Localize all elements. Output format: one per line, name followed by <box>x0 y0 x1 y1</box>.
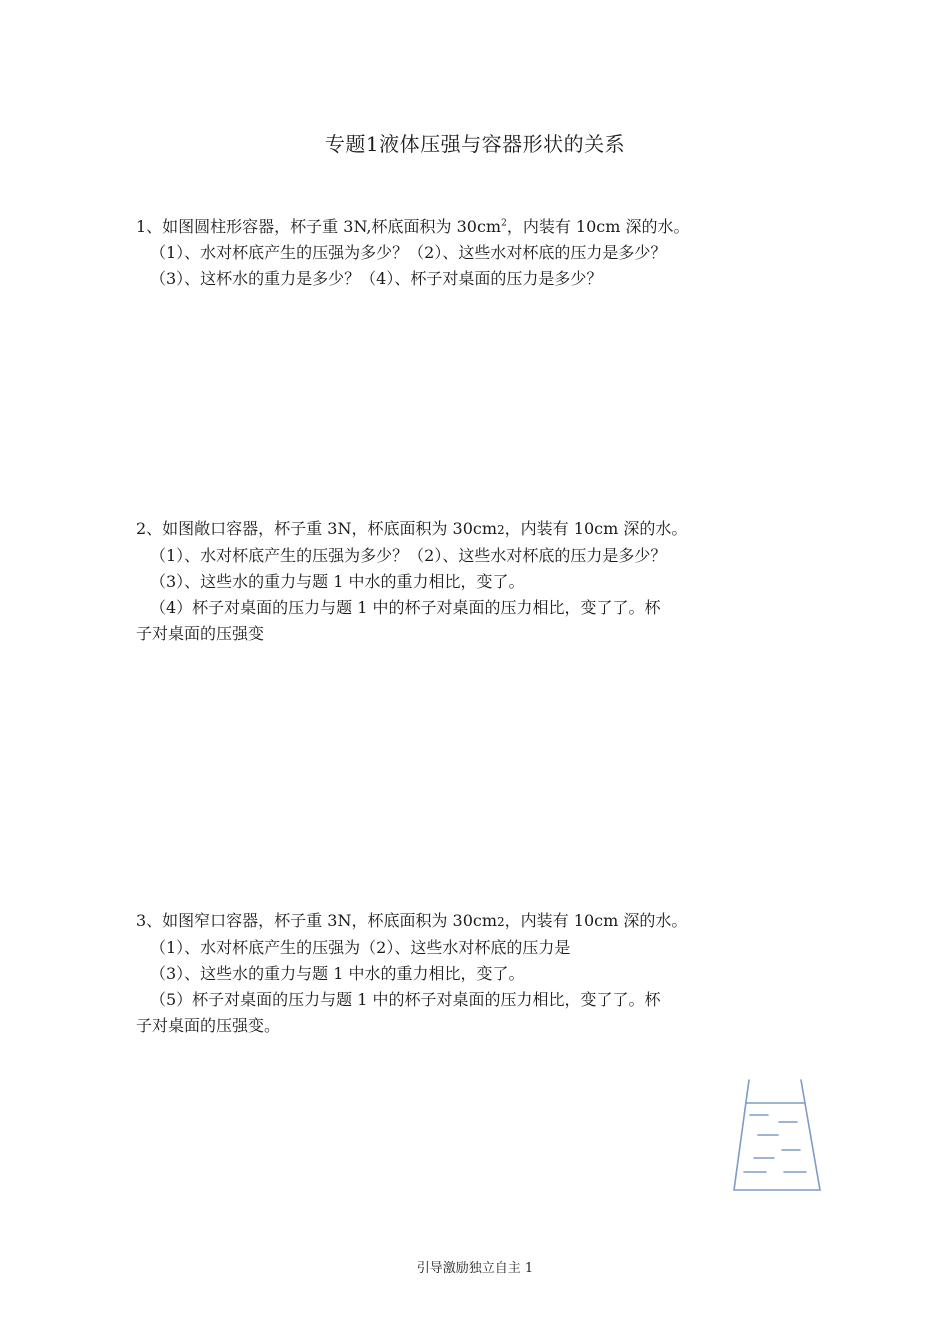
beaker-right-wall <box>801 1080 820 1190</box>
problem-3-question-line: （1）、水对杯底产生的压强为（2）、这些水对杯底的压力是 <box>150 938 571 957</box>
problem-3-question-line: 子对桌面的压强变。 <box>136 1016 281 1035</box>
problem-2-stem-text: 2、如图敞口容器，杯子重 3N，杯底面积为 30cm <box>136 519 498 538</box>
problem-1-question-line: （1）、水对杯底产生的压强为多少？（2）、这些水对杯底的压力是多少？ <box>150 243 667 262</box>
beaker-left-wall <box>734 1080 749 1190</box>
problem-1-stem-text: 1、如图圆柱形容器，杯子重 3N,杯底面积为 30cm <box>136 217 502 236</box>
problem-3-question-line: （3）、这些水的重力与题 1 中水的重力相比，变了。 <box>150 964 525 983</box>
squared-superscript: 2 <box>501 218 507 229</box>
problem-2-question-line: （4）杯子对桌面的压力与题 1 中的杯子对桌面的压力相比，变了了。杯 <box>150 598 661 617</box>
problem-2-stem <box>136 516 796 543</box>
problem-3 <box>136 908 796 1039</box>
problem-1-stem-tail: ，内装有 10cm 深的水。 <box>506 217 690 236</box>
problem-2-question-line: （3）、这些水的重力与题 1 中水的重力相比，变了。 <box>150 572 525 591</box>
problem-3-stem-tail: ，内装有 10cm 深的水。 <box>504 911 688 930</box>
page-footer: 引导激励独立自主 1 <box>416 1261 534 1276</box>
problem-1-stem <box>136 214 796 240</box>
open-beaker-diagram <box>730 1078 824 1194</box>
problem-1-question-line: （3）、这杯水的重力是多少？（4）、杯子对桌面的压力是多少？ <box>150 269 603 288</box>
problem-2 <box>136 516 796 647</box>
problem-3-stem-text: 3、如图窄口容器，杯子重 3N，杯底面积为 30cm <box>136 911 498 930</box>
squared-subscript: 2 <box>497 915 505 929</box>
problem-1 <box>136 214 796 292</box>
problem-2-question-line: 子对桌面的压强变 <box>136 624 265 643</box>
problem-2-question-line: （1）、水对杯底产生的压强为多少？（2）、这些水对杯底的压力是多少？ <box>150 546 667 565</box>
problem-3-question-line: （5）杯子对桌面的压力与题 1 中的杯子对桌面的压力相比，变了了。杯 <box>150 990 661 1009</box>
problem-3-stem <box>136 908 796 935</box>
problem-2-stem-tail: ，内装有 10cm 深的水。 <box>504 519 688 538</box>
page-title: 专题1液体压强与容器形状的关系 <box>324 132 626 156</box>
squared-subscript: 2 <box>497 523 505 537</box>
